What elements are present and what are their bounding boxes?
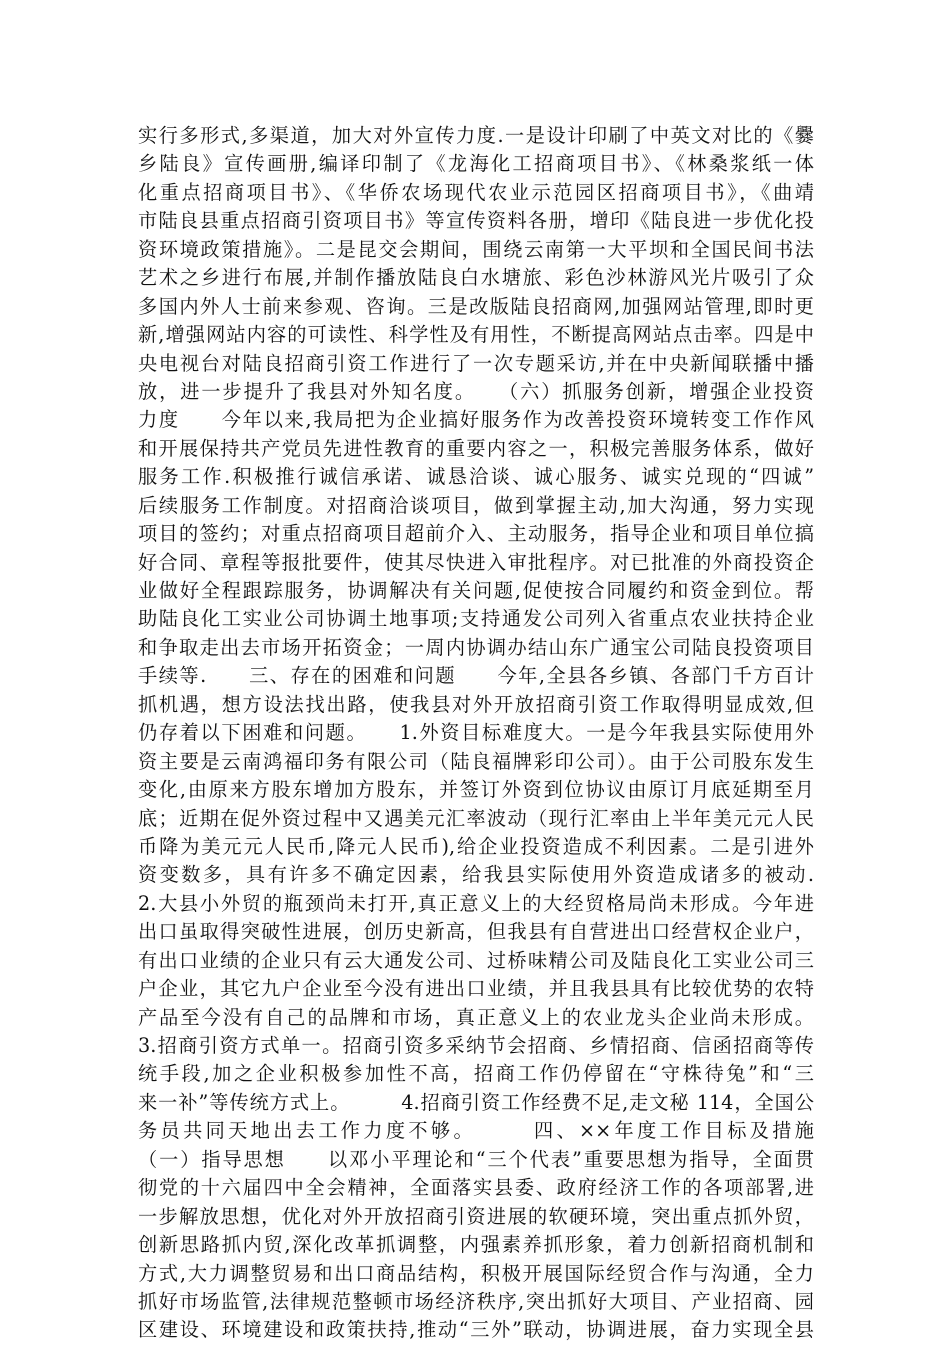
text-line: （一）指导思想 以邓小平理论和“三个代表”重要思想为指导，全面贯 [138, 1147, 814, 1171]
text-line: 底；近期在促外资过程中又遇美元汇率波动（现行汇率由上半年美元元人民 [138, 806, 814, 830]
text-line: 后续服务工作制度。对招商洽谈项目，做到掌握主动,加大沟通，努力实现 [138, 493, 814, 517]
text-line: 2.大县小外贸的瓶颈尚未打开,真正意义上的大经贸格局尚未形成。今年进 [138, 891, 814, 915]
text-line: 好合同、章程等报批要件，使其尽快进入审批程序。对已批准的外商投资企 [138, 550, 814, 574]
text-line: 出口虽取得突破性进展，创历史新高，但我县有自营进出口经营权企业户， [138, 920, 814, 944]
text-line: 放，进一步提升了我县对外知名度。 （六）抓服务创新，增强企业投资 [138, 379, 814, 403]
text-line: 抓机遇，想方设法找出路，使我县对外开放招商引资工作取得明显成效,但 [138, 692, 814, 716]
text-line: 和争取走出去市场开拓资金；一周内协调办结山东广通宝公司陆良投资项目 [138, 635, 814, 659]
text-line: 区建设、环境建设和政策扶持,推动“三外”联动，协调进展，奋力实现全县 [138, 1318, 814, 1342]
text-line: 仍存着以下困难和问题。 1.外资目标难度大。一是今年我县实际使用外 [138, 721, 814, 745]
text-line: 资变数多，具有许多不确定因素，给我县实际使用外资造成诸多的被动. [138, 863, 814, 887]
text-line: 彻党的十六届四中全会精神，全面落实县委、政府经济工作的各项部署,进 [138, 1176, 814, 1200]
text-line: 币降为美元元人民币,降元人民币),给企业投资造成不利因素。二是引进外 [138, 834, 814, 858]
text-line: 务员共同天地出去工作力度不够。 四、××年度工作目标及措施 [138, 1119, 814, 1143]
text-line: 助陆良化工实业公司协调土地事项;支持通发公司列入省重点农业扶持企业 [138, 607, 814, 631]
text-line: 市陆良县重点招商引资项目书》等宣传资料各册，增印《陆良进一步优化投 [138, 209, 814, 233]
text-line: 创新思路抓内贸,深化改革抓调整，内强素养抓形象，着力创新招商机制和 [138, 1233, 814, 1257]
text-line: 抓好市场监管,法律规范整顿市场经济秩序,突出抓好大项目、产业招商、园 [138, 1289, 814, 1313]
text-line: 产品至今没有自己的品牌和市场，真正意义上的农业龙头企业尚未形成。 [138, 1005, 814, 1029]
text-line: 资主要是云南鸿福印务有限公司（陆良福牌彩印公司）。由于公司股东发生 [138, 749, 814, 773]
text-line: 户企业，其它九户企业至今没有进出口业绩，并且我县具有比较优势的农特 [138, 977, 814, 1001]
text-line: 实行多形式,多渠道，加大对外宣传力度.一是设计印刷了中英文对比的《爨 [138, 124, 814, 147]
text-line: 化重点招商项目书》、《华侨农场现代农业示范园区招商项目书》，《曲靖 [138, 180, 814, 204]
text-line: 项目的签约；对重点招商项目超前介入、主动服务，指导企业和项目单位搞 [138, 522, 814, 546]
text-line: 多国内外人士前来参观、咨询。三是改版陆良招商网,加强网站管理,即时更 [138, 294, 814, 318]
text-line: 和开展保持共产党员先进性教育的重要内容之一，积极完善服务体系，做好 [138, 436, 814, 460]
text-line: 一步解放思想，优化对外开放招商引资进展的软硬环境，突出重点抓外贸， [138, 1204, 814, 1228]
text-line: 新,增强网站内容的可读性、科学性及有用性，不断提高网站点击率。四是中 [138, 323, 814, 347]
body-text [138, 122, 814, 1345]
text-line: 手续等. 三、存在的困难和问题 今年,全县各乡镇、各部门千方百计 [138, 664, 814, 688]
text-line: 统手段,加之企业积极参加性不高，招商工作仍停留在“守株待兔”和“三 [138, 1062, 814, 1086]
text-line: 来一补”等传统方式上。 4.招商引资工作经费不足,走文秘 114，全国公 [138, 1090, 814, 1114]
text-line: 艺术之乡进行布展,并制作播放陆良白水塘旅、彩色沙林游风光片吸引了众 [138, 266, 814, 290]
text-line: 业做好全程跟踪服务，协调解决有关问题,促使按合同履约和资金到位。帮 [138, 579, 814, 602]
text-line: 方式,大力调整贸易和出口商品结构，积极开展国际经贸合作与沟通，全力 [138, 1261, 814, 1285]
text-line: 服务工作.积极推行诚信承诺、诚恳洽谈、诚心服务、诚实兑现的“四诚” [138, 465, 814, 489]
text-line: 变化,由原来方股东增加方股东，并签订外资到位协议由原订月底延期至月 [138, 778, 814, 802]
text-line: 有出口业绩的企业只有云大通发公司、过桥味精公司及陆良化工实业公司三 [138, 948, 814, 972]
text-line: 资环境政策措施》。二是昆交会期间，围绕云南第一大平坝和全国民间书法 [138, 237, 814, 261]
text-line: 乡陆良》宣传画册,编译印制了《龙海化工招商项目书》、《林桑浆纸一体 [138, 152, 814, 176]
text-line: 力度 今年以来,我局把为企业搞好服务作为改善投资环境转变工作作风 [138, 408, 814, 432]
text-line: 3.招商引资方式单一。招商引资多采纳节会招商、乡情招商、信函招商等传 [138, 1034, 814, 1057]
text-line: 央电视台对陆良招商引资工作进行了一次专题采访,并在中央新闻联播中播 [138, 351, 814, 375]
